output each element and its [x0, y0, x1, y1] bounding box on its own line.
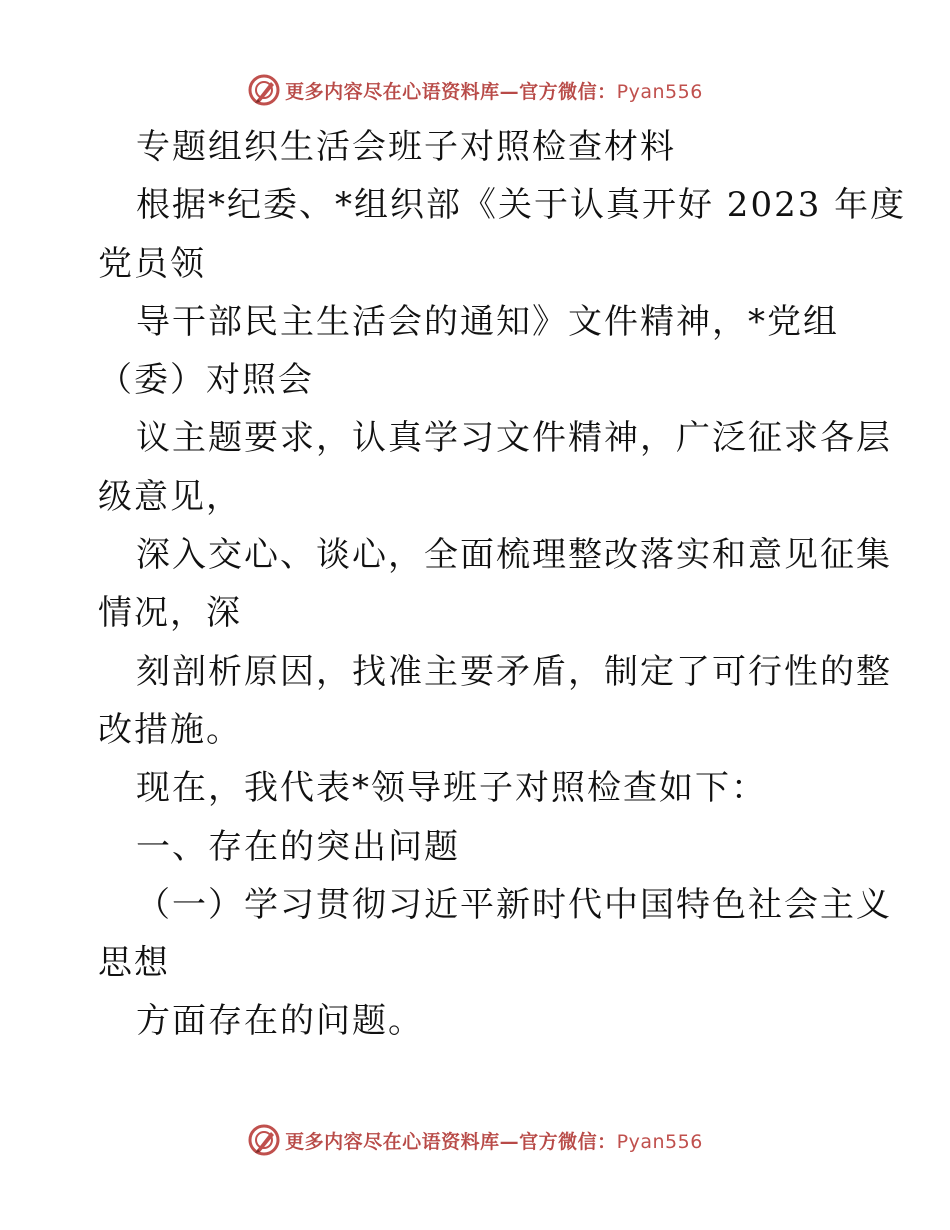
paragraph-line: 党员领	[98, 243, 206, 284]
subsection-heading: （一）学习贯彻习近平新时代中国特色社会主义	[136, 884, 892, 925]
paragraph-line: 深入交心、谈心，全面梳理整改落实和意见征集	[136, 535, 892, 576]
paragraph-line: 刻剖析原因，找准主要矛盾，制定了可行性的整	[136, 651, 892, 692]
document-title: 专题组织生活会班子对照检查材料	[136, 127, 676, 167]
paragraph-line: 级意见，	[98, 476, 242, 517]
section-heading: 一、存在的突出问题	[136, 826, 460, 867]
paragraph-line: 方面存在的问题。	[136, 1001, 424, 1042]
watermark-header	[0, 70, 950, 110]
paragraph-line: 议主题要求，认真学习文件精神，广泛征求各层	[136, 418, 892, 459]
paragraph-line: 根据*纪委、*组织部《关于认真开好 2023 年度	[136, 185, 907, 226]
document-body	[98, 118, 907, 1051]
paragraph-line: 情况，深	[98, 593, 242, 634]
pen-seal-icon	[247, 73, 281, 107]
paragraph-line: 思想	[98, 943, 170, 984]
pen-seal-icon	[247, 1123, 281, 1157]
paragraph-line: 导干部民主生活会的通知》文件精神，*党组	[136, 301, 839, 342]
paragraph-line: 现在，我代表*领导班子对照检查如下：	[136, 768, 767, 809]
watermark-footer	[0, 1120, 950, 1160]
paragraph-line: （委）对照会	[98, 360, 314, 401]
watermark-text: 更多内容尽在心语资料库—官方微信：Pyan556	[285, 80, 703, 103]
watermark-text: 更多内容尽在心语资料库—官方微信：Pyan556	[285, 1130, 703, 1153]
paragraph-line: 改措施。	[98, 709, 242, 750]
